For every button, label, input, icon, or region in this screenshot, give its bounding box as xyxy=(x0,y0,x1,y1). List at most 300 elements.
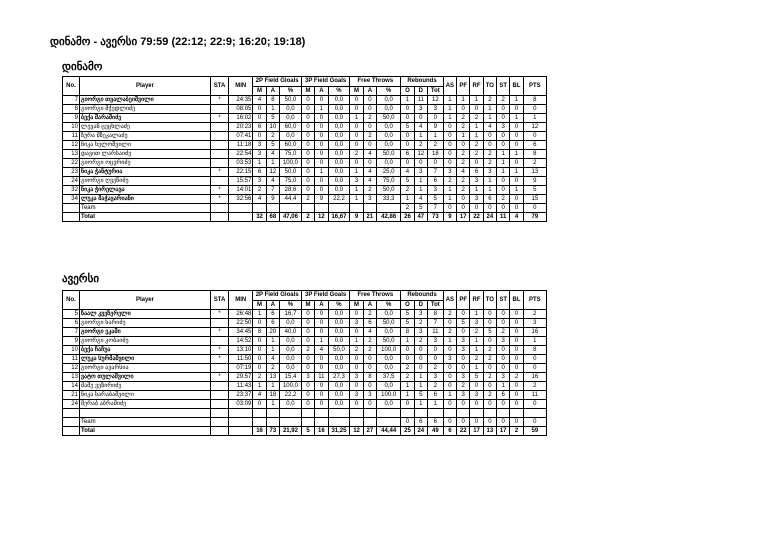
cell-points: 16 xyxy=(523,373,546,382)
cell-fouls-received: 5 xyxy=(470,373,483,382)
cell-turnovers: 3 xyxy=(483,168,496,177)
cell-defensive-rebounds: 1 xyxy=(414,382,427,391)
player-row xyxy=(63,337,547,346)
cell-ft-attempted: 2 xyxy=(363,310,376,319)
cell-ft-attempted xyxy=(363,418,376,427)
cell-2p-attempted: 1 xyxy=(266,400,279,409)
player-row xyxy=(63,355,547,364)
cell-minutes xyxy=(229,204,253,213)
cell-blocks: 0 xyxy=(510,319,523,328)
cell-blocks: 0 xyxy=(510,177,523,186)
cell-total-rebounds: 6 xyxy=(427,418,443,427)
header-row xyxy=(63,77,547,87)
cell-personal-fouls: 2 xyxy=(457,159,470,168)
cell-turnovers: 4 xyxy=(483,123,496,132)
cell-no: 9 xyxy=(63,114,80,123)
cell-minutes: 11:50 xyxy=(229,355,253,364)
player-row xyxy=(63,96,547,105)
cell-blocks: 1 xyxy=(510,96,523,105)
cell-3p-percent xyxy=(328,204,350,213)
cell-ft-percent: 50,0 xyxy=(377,319,401,328)
cell-offensive-rebounds: 5 xyxy=(401,310,414,319)
cell-steals: 0 xyxy=(497,186,510,195)
cell-total-rebounds: 49 xyxy=(427,427,443,436)
subheader-made: M xyxy=(350,87,363,96)
cell-total-rebounds: 5 xyxy=(427,195,443,204)
cell-2p-percent: 16,7 xyxy=(280,310,302,319)
cell-ft-made: 1 xyxy=(350,114,363,123)
cell-ft-percent: 50,0 xyxy=(377,150,401,159)
cell-2p-made: 16 xyxy=(253,427,266,436)
cell-blocks: 0 xyxy=(510,123,523,132)
cell-3p-percent: 0,0 xyxy=(328,337,350,346)
header-starter: STA xyxy=(210,291,228,310)
cell-2p-attempted: 9 xyxy=(266,195,279,204)
cell-no: 34 xyxy=(63,195,80,204)
cell-points: 2 xyxy=(523,310,546,319)
cell-2p-percent: 0,0 xyxy=(280,346,302,355)
subheader-attempted: A xyxy=(266,301,279,310)
cell-starter xyxy=(210,400,228,409)
cell-3p-made: 0 xyxy=(301,186,314,195)
cell-minutes: 03:53 xyxy=(229,159,253,168)
cell-personal-fouls: 2 xyxy=(457,382,470,391)
cell-2p-made: 3 xyxy=(253,141,266,150)
cell-defensive-rebounds: 5 xyxy=(414,204,427,213)
cell-fouls-received: 1 xyxy=(470,132,483,141)
cell-3p-percent: 0,0 xyxy=(328,132,350,141)
player-row xyxy=(63,400,547,409)
cell-3p-percent: 0,0 xyxy=(328,364,350,373)
cell-3p-made: 0 xyxy=(301,319,314,328)
cell-offensive-rebounds: 0 xyxy=(401,400,414,409)
cell-no: 10 xyxy=(63,346,80,355)
cell-defensive-rebounds: 3 xyxy=(414,168,427,177)
cell-turnovers: 13 xyxy=(483,427,496,436)
cell-2p-made: 0 xyxy=(253,364,266,373)
cell-personal-fouls: 2 xyxy=(457,150,470,159)
subheader-defensive: D xyxy=(414,87,427,96)
cell-2p-percent: 0,0 xyxy=(280,319,302,328)
cell-minutes: 11:18 xyxy=(229,141,253,150)
empty-cell xyxy=(350,409,363,418)
cell-assists: 1 xyxy=(443,114,456,123)
cell-starter: * xyxy=(210,168,228,177)
cell-ft-made: 0 xyxy=(350,328,363,337)
header-bl: BL xyxy=(510,291,523,310)
cell-3p-made: 0 xyxy=(301,168,314,177)
cell-fouls-received: 0 xyxy=(470,204,483,213)
cell-turnovers: 0 xyxy=(483,418,496,427)
cell-2p-made: 1 xyxy=(253,382,266,391)
cell-minutes: 14:52 xyxy=(229,337,253,346)
cell-blocks: 2 xyxy=(510,427,523,436)
cell-3p-attempted: 0 xyxy=(315,400,328,409)
cell-assists: 0 xyxy=(443,159,456,168)
cell-2p-attempted: 8 xyxy=(266,96,279,105)
empty-cell xyxy=(210,409,228,418)
cell-turnovers: 0 xyxy=(483,132,496,141)
header-rf: RF xyxy=(470,291,483,310)
player-row xyxy=(63,328,547,337)
cell-3p-percent: 0,0 xyxy=(328,186,350,195)
subheader-percent: % xyxy=(328,301,350,310)
cell-3p-attempted: 0 xyxy=(315,382,328,391)
cell-defensive-rebounds: 6 xyxy=(414,418,427,427)
cell-2p-attempted: 6 xyxy=(266,310,279,319)
cell-personal-fouls: 0 xyxy=(457,364,470,373)
header-rebounds: Rebounds xyxy=(401,77,443,87)
cell-3p-percent: 0,0 xyxy=(328,159,350,168)
cell-turnovers: 1 xyxy=(483,105,496,114)
cell-offensive-rebounds: 0 xyxy=(401,132,414,141)
cell-minutes xyxy=(229,418,253,427)
cell-turnovers: 2 xyxy=(483,346,496,355)
empty-cell xyxy=(363,409,376,418)
cell-3p-attempted: 0 xyxy=(315,319,328,328)
cell-fouls-received: 2 xyxy=(470,141,483,150)
header-to: TO xyxy=(483,291,496,310)
cell-fouls-received: 0 xyxy=(470,418,483,427)
cell-ft-attempted: 2 xyxy=(363,114,376,123)
cell-player-name: ნიკა ჭირელავა xyxy=(79,186,210,195)
cell-3p-percent: 0,0 xyxy=(328,114,350,123)
cell-ft-made: 3 xyxy=(350,177,363,186)
cell-3p-made: 0 xyxy=(301,96,314,105)
cell-3p-made: 0 xyxy=(301,123,314,132)
cell-3p-percent: 0,0 xyxy=(328,310,350,319)
empty-cell xyxy=(63,409,80,418)
cell-2p-percent: 100,0 xyxy=(280,159,302,168)
header-rebounds: Rebounds xyxy=(401,291,443,301)
cell-total-rebounds: 1 xyxy=(427,132,443,141)
cell-defensive-rebounds: 4 xyxy=(414,123,427,132)
cell-ft-percent: 0,0 xyxy=(377,123,401,132)
cell-2p-percent: 50,0 xyxy=(280,168,302,177)
cell-2p-attempted: 5 xyxy=(266,114,279,123)
cell-personal-fouls: 0 xyxy=(457,400,470,409)
empty-cell xyxy=(427,409,443,418)
cell-ft-attempted: 4 xyxy=(363,177,376,186)
cell-total-rebounds: 1 xyxy=(427,400,443,409)
cell-2p-attempted: 1 xyxy=(266,346,279,355)
cell-steals: 3 xyxy=(497,373,510,382)
cell-ft-made: 0 xyxy=(350,141,363,150)
cell-steals: 0 xyxy=(497,132,510,141)
cell-2p-percent: 21,92 xyxy=(280,427,302,436)
header-bl: BL xyxy=(510,77,523,96)
cell-minutes: 22:50 xyxy=(229,319,253,328)
cell-2p-made: 0 xyxy=(253,337,266,346)
cell-fouls-received: 0 xyxy=(470,400,483,409)
team-row xyxy=(63,204,547,213)
cell-personal-fouls: 3 xyxy=(457,346,470,355)
cell-3p-percent: 0,0 xyxy=(328,391,350,400)
cell-ft-percent xyxy=(377,418,401,427)
cell-starter: * xyxy=(210,310,228,319)
cell-starter xyxy=(210,382,228,391)
cell-3p-made: 0 xyxy=(301,400,314,409)
cell-blocks: 0 xyxy=(510,141,523,150)
cell-steals: 0 xyxy=(497,418,510,427)
cell-ft-percent: 0,0 xyxy=(377,310,401,319)
cell-3p-made: 0 xyxy=(301,177,314,186)
cell-no: 13 xyxy=(63,373,80,382)
subheader-attempted: A xyxy=(315,301,328,310)
cell-ft-made: 2 xyxy=(350,150,363,159)
cell-ft-made: 0 xyxy=(350,159,363,168)
cell-ft-made: 1 xyxy=(350,337,363,346)
cell-assists: 0 xyxy=(443,373,456,382)
cell-3p-attempted: 12 xyxy=(315,213,328,222)
cell-defensive-rebounds: 1 xyxy=(414,132,427,141)
cell-assists: 0 xyxy=(443,382,456,391)
player-row xyxy=(63,310,547,319)
cell-no: 11 xyxy=(63,132,80,141)
cell-3p-made: 0 xyxy=(301,355,314,364)
cell-3p-percent: 0,0 xyxy=(328,355,350,364)
cell-total-rebounds: 11 xyxy=(427,328,443,337)
cell-turnovers: 1 xyxy=(483,186,496,195)
cell-fouls-received: 0 xyxy=(470,382,483,391)
cell-total-rebounds: 12 xyxy=(427,96,443,105)
cell-assists: 0 xyxy=(443,141,456,150)
cell-total-rebounds: 3 xyxy=(427,337,443,346)
cell-3p-attempted: 0 xyxy=(315,355,328,364)
cell-minutes: 23:37 xyxy=(229,391,253,400)
cell-offensive-rebounds: 5 xyxy=(401,177,414,186)
cell-no xyxy=(63,418,80,427)
cell-ft-percent: 33,3 xyxy=(377,195,401,204)
header-no: No. xyxy=(63,291,80,310)
cell-3p-percent: 27,3 xyxy=(328,373,350,382)
cell-ft-made: 1 xyxy=(350,195,363,204)
cell-minutes: 26:48 xyxy=(229,310,253,319)
team-name-away: ავერსი xyxy=(62,273,100,285)
cell-2p-made: 0 xyxy=(253,355,266,364)
player-row xyxy=(63,159,547,168)
empty-cell xyxy=(401,409,414,418)
cell-3p-made: 5 xyxy=(301,427,314,436)
cell-ft-made: 3 xyxy=(350,319,363,328)
cell-2p-percent: 22,2 xyxy=(280,391,302,400)
player-row xyxy=(63,132,547,141)
cell-fouls-received: 2 xyxy=(470,355,483,364)
cell-ft-attempted: 4 xyxy=(363,150,376,159)
cell-ft-attempted: 0 xyxy=(363,400,376,409)
cell-assists: 1 xyxy=(443,391,456,400)
cell-no: 8 xyxy=(63,105,80,114)
cell-personal-fouls: 1 xyxy=(457,132,470,141)
cell-personal-fouls: 0 xyxy=(457,310,470,319)
cell-3p-made: 0 xyxy=(301,159,314,168)
cell-player-name: გიორგი თვალაბეიშვილი xyxy=(79,96,210,105)
cell-3p-made: 0 xyxy=(301,150,314,159)
cell-total-rebounds: 7 xyxy=(427,204,443,213)
cell-starter xyxy=(210,319,228,328)
cell-total-rebounds: 9 xyxy=(427,123,443,132)
cell-2p-made: 0 xyxy=(253,346,266,355)
cell-personal-fouls: 22 xyxy=(457,427,470,436)
cell-fouls-received: 1 xyxy=(470,123,483,132)
cell-steals: 1 xyxy=(497,159,510,168)
empty-cell xyxy=(470,409,483,418)
cell-3p-made: 3 xyxy=(301,373,314,382)
cell-ft-attempted: 3 xyxy=(363,391,376,400)
cell-ft-attempted: 27 xyxy=(363,427,376,436)
cell-no: 7 xyxy=(63,328,80,337)
cell-no: 11 xyxy=(63,355,80,364)
cell-total-rebounds: 6 xyxy=(427,177,443,186)
cell-offensive-rebounds: 1 xyxy=(401,382,414,391)
empty-cell xyxy=(328,409,350,418)
cell-3p-made: 0 xyxy=(301,310,314,319)
cell-3p-attempted: 16 xyxy=(315,427,328,436)
cell-steals: 2 xyxy=(497,328,510,337)
cell-3p-attempted: 9 xyxy=(315,195,328,204)
cell-steals: 6 xyxy=(497,391,510,400)
cell-ft-percent: 42,86 xyxy=(377,213,401,222)
cell-defensive-rebounds: 1 xyxy=(414,400,427,409)
header-st: ST xyxy=(497,291,510,310)
cell-turnovers: 2 xyxy=(483,159,496,168)
cell-fouls-received: 1 xyxy=(470,364,483,373)
cell-2p-percent xyxy=(280,204,302,213)
cell-3p-percent: 0,0 xyxy=(328,319,350,328)
header-pf: PF xyxy=(457,291,470,310)
team-name-home: დინამო xyxy=(62,61,103,73)
cell-total-rebounds: 0 xyxy=(427,355,443,364)
cell-ft-attempted: 0 xyxy=(363,123,376,132)
cell-3p-made: 0 xyxy=(301,132,314,141)
cell-steals: 1 xyxy=(497,168,510,177)
cell-3p-attempted: 0 xyxy=(315,328,328,337)
cell-2p-attempted: 2 xyxy=(266,132,279,141)
cell-2p-made xyxy=(253,204,266,213)
cell-ft-attempted: 0 xyxy=(363,355,376,364)
cell-starter xyxy=(210,132,228,141)
player-row xyxy=(63,346,547,355)
cell-player-name: გიორგი მჭედლიძე xyxy=(79,105,210,114)
cell-ft-made: 0 xyxy=(350,382,363,391)
header-player: Player xyxy=(79,77,210,96)
cell-assists: 1 xyxy=(443,337,456,346)
cell-player-name: გიორგი ავარსია xyxy=(79,364,210,373)
cell-2p-attempted: 12 xyxy=(266,168,279,177)
player-row xyxy=(63,177,547,186)
cell-turnovers: 5 xyxy=(483,328,496,337)
subheader-defensive: D xyxy=(414,301,427,310)
cell-3p-percent: 0,0 xyxy=(328,150,350,159)
cell-fouls-received: 2 xyxy=(470,328,483,337)
cell-2p-made: 2 xyxy=(253,186,266,195)
cell-3p-percent: 0,0 xyxy=(328,105,350,114)
cell-3p-made: 2 xyxy=(301,346,314,355)
cell-starter xyxy=(210,177,228,186)
cell-2p-made: 4 xyxy=(253,391,266,400)
empty-cell xyxy=(510,409,523,418)
cell-steals: 0 xyxy=(497,346,510,355)
cell-fouls-received: 6 xyxy=(470,168,483,177)
cell-assists: 0 xyxy=(443,418,456,427)
cell-minutes: 32:56 xyxy=(229,195,253,204)
cell-points: 0 xyxy=(523,418,546,427)
cell-ft-percent: 50,0 xyxy=(377,186,401,195)
cell-personal-fouls: 3 xyxy=(457,373,470,382)
cell-points: 11 xyxy=(523,391,546,400)
cell-3p-attempted: 1 xyxy=(315,337,328,346)
cell-3p-percent: 0,0 xyxy=(328,123,350,132)
cell-blocks: 0 xyxy=(510,364,523,373)
cell-blocks: 0 xyxy=(510,382,523,391)
cell-steals: 0 xyxy=(497,204,510,213)
cell-3p-attempted xyxy=(315,418,328,427)
cell-ft-percent: 0,0 xyxy=(377,355,401,364)
cell-defensive-rebounds: 1 xyxy=(414,373,427,382)
cell-personal-fouls: 1 xyxy=(457,96,470,105)
cell-ft-attempted: 21 xyxy=(363,213,376,222)
header-player: Player xyxy=(79,291,210,310)
cell-player-name: გიორგი ხარიძე xyxy=(79,319,210,328)
empty-cell xyxy=(301,409,314,418)
cell-3p-percent xyxy=(328,418,350,427)
cell-points: 2 xyxy=(523,159,546,168)
cell-minutes: 20:23 xyxy=(229,123,253,132)
cell-ft-percent: 50,0 xyxy=(377,337,401,346)
cell-ft-attempted: 0 xyxy=(363,159,376,168)
cell-starter xyxy=(210,364,228,373)
cell-offensive-rebounds: 2 xyxy=(401,186,414,195)
cell-minutes: 07:41 xyxy=(229,132,253,141)
cell-minutes: 03:09 xyxy=(229,400,253,409)
cell-assists: 1 xyxy=(443,186,456,195)
header-rf: RF xyxy=(470,77,483,96)
cell-no: 21 xyxy=(63,391,80,400)
empty-cell xyxy=(280,409,302,418)
cell-starter xyxy=(210,391,228,400)
cell-3p-percent: 50,0 xyxy=(328,346,350,355)
cell-total-rebounds: 7 xyxy=(427,168,443,177)
cell-personal-fouls: 5 xyxy=(457,319,470,328)
empty-cell xyxy=(377,409,401,418)
cell-minutes: 29:57 xyxy=(229,373,253,382)
cell-offensive-rebounds: 1 xyxy=(401,195,414,204)
cell-player-name: გიორგი კობაიძე xyxy=(79,337,210,346)
cell-personal-fouls: 17 xyxy=(457,213,470,222)
cell-assists: 2 xyxy=(443,328,456,337)
cell-3p-percent: 0,0 xyxy=(328,96,350,105)
cell-steals: 0 xyxy=(497,319,510,328)
cell-steals: 1 xyxy=(497,150,510,159)
cell-offensive-rebounds: 2 xyxy=(401,204,414,213)
cell-no: 32 xyxy=(63,186,80,195)
cell-3p-made: 0 xyxy=(301,114,314,123)
cell-fouls-received: 3 xyxy=(470,319,483,328)
cell-offensive-rebounds: 26 xyxy=(401,213,414,222)
cell-no: 7 xyxy=(63,96,80,105)
cell-fouls-received: 17 xyxy=(470,427,483,436)
cell-3p-attempted: 0 xyxy=(315,391,328,400)
header-3p-field-goals: 3P Field Goals xyxy=(301,291,349,301)
empty-cell xyxy=(497,409,510,418)
blank-row xyxy=(63,409,547,418)
cell-3p-attempted: 0 xyxy=(315,364,328,373)
cell-assists: 1 xyxy=(443,96,456,105)
cell-blocks: 0 xyxy=(510,328,523,337)
cell-2p-attempted: 6 xyxy=(266,319,279,328)
cell-no: 22 xyxy=(63,159,80,168)
cell-ft-percent: 0,0 xyxy=(377,364,401,373)
